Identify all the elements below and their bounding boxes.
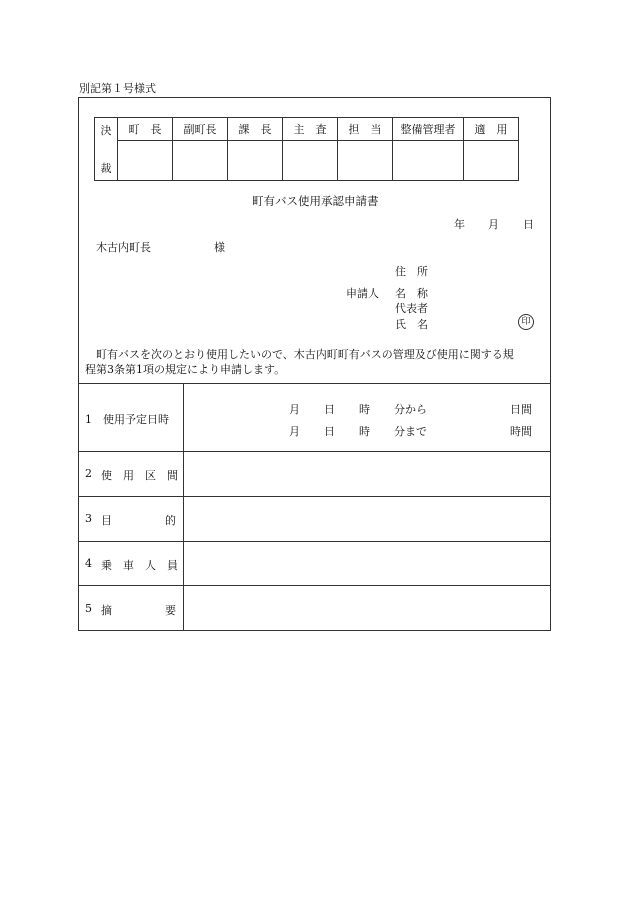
row-label-passengers: 乗 車 人 員: [101, 559, 178, 572]
row-label-schedule: 1 使用予定日時: [85, 413, 169, 426]
remarks-field[interactable]: [186, 588, 548, 628]
stamp-cell-deputy-mayor[interactable]: [173, 141, 228, 181]
row-label-route: 使 用 区 間: [101, 469, 178, 482]
grid-line-vertical: [183, 383, 184, 630]
addressee-name: 木古内町長: [96, 241, 151, 254]
document-title: 町有バス使用承認申請書: [252, 194, 379, 208]
end-day: 日: [324, 425, 335, 438]
end-month: 月: [289, 425, 300, 438]
purpose-field[interactable]: [186, 499, 548, 539]
start-hour: 時: [359, 403, 370, 416]
row-number-passengers: 4: [85, 557, 92, 570]
row-label-purpose-a: 目: [101, 514, 112, 527]
grid-line-row5: [78, 585, 551, 586]
row-number-remarks: 5: [85, 602, 92, 615]
end-hour: 時: [359, 425, 370, 438]
duration-days: 日間: [510, 403, 532, 416]
row-number-purpose: 3: [85, 512, 92, 525]
stamp-cell-mayor[interactable]: [118, 141, 173, 181]
body-text-line1: 町有バスを次のとおり使用したいので、木古内町町有バスの管理及び使用に関する規: [96, 348, 514, 361]
start-minute: 分から: [394, 403, 427, 416]
approval-header-section-chief: 課 長: [228, 118, 283, 141]
applicant-label: 申請人: [346, 287, 379, 300]
approval-side-label: 決 裁: [95, 118, 118, 181]
start-day: 日: [324, 403, 335, 416]
stamp-cell-maintenance-manager[interactable]: [393, 141, 464, 181]
approval-header-chief-inspector: 主 査: [283, 118, 338, 141]
row-number-route: 2: [85, 467, 92, 480]
approval-header-mayor: 町 長: [118, 118, 173, 141]
applicant-name-label: 名 称: [395, 287, 428, 300]
approval-header-notes: 適 用: [464, 118, 519, 141]
stamp-cell-chief-inspector[interactable]: [283, 141, 338, 181]
form-number: 別記第１号様式: [79, 82, 156, 95]
addressee-honorific: 様: [214, 241, 225, 254]
applicant-representative-label: 代表者: [395, 302, 428, 315]
grid-line-row3: [78, 496, 551, 497]
row-label-purpose-b: 的: [165, 514, 176, 527]
stamp-cell-staff[interactable]: [338, 141, 393, 181]
start-month: 月: [289, 403, 300, 416]
route-field[interactable]: [186, 454, 548, 494]
end-minute: 分まで: [394, 425, 427, 438]
grid-line-row2: [78, 451, 551, 452]
stamp-cell-notes[interactable]: [464, 141, 519, 181]
applicant-address-label: 住 所: [395, 265, 428, 278]
approval-table: [94, 117, 519, 181]
approval-header-deputy-mayor: 副町長: [173, 118, 228, 141]
grid-line-row4: [78, 541, 551, 542]
date-month: 月: [488, 218, 499, 231]
passengers-field[interactable]: [186, 544, 548, 583]
approval-header-staff: 担 当: [338, 118, 393, 141]
seal-mark: 印: [518, 314, 534, 330]
body-text-line2: 程第3条第1項の規定により申請します。: [85, 363, 286, 376]
grid-line-top: [78, 383, 551, 384]
approval-header-maintenance-manager: 整備管理者: [393, 118, 464, 141]
stamp-cell-section-chief[interactable]: [228, 141, 283, 181]
date-year: 年: [454, 218, 465, 231]
date-day: 日: [523, 218, 534, 231]
applicant-person-label: 氏 名: [395, 318, 428, 331]
row-label-remarks-b: 要: [165, 604, 176, 617]
duration-hours: 時間: [510, 425, 532, 438]
row-label-remarks-a: 摘: [101, 604, 112, 617]
